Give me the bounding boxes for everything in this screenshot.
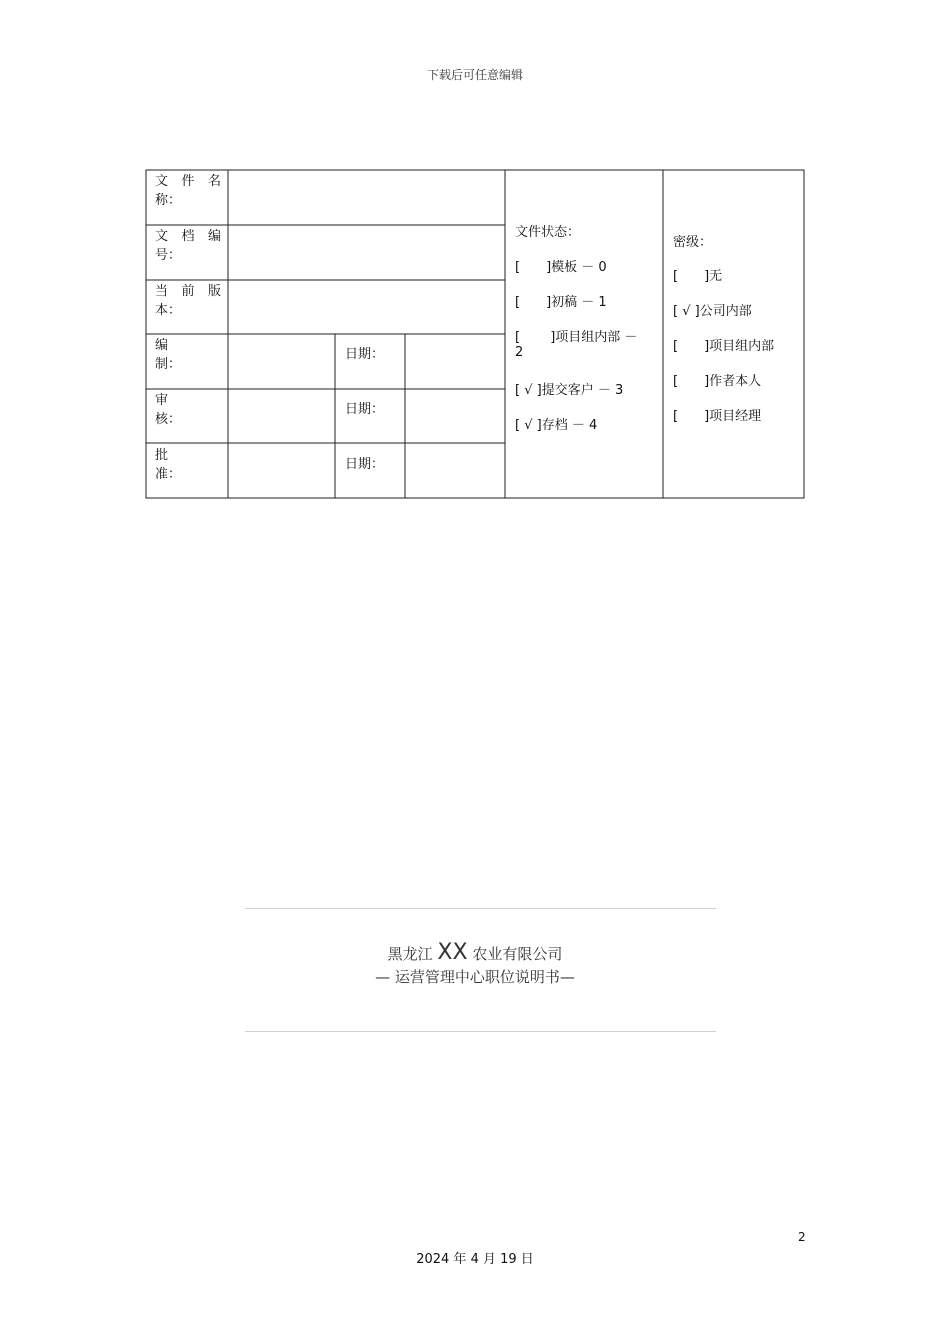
label-line: 准： <box>155 467 182 482</box>
label-line: 编 <box>155 338 169 353</box>
prepared-by-label <box>155 336 181 374</box>
version-value[interactable] <box>229 281 504 333</box>
prepared-by-date-label: 日期： <box>345 347 385 362</box>
document-subtitle: — 运营管理中心职位说明书— <box>375 968 575 986</box>
label-line: 审 <box>155 393 169 408</box>
label-line: 当 前 版 <box>155 284 221 299</box>
footer-top-rule <box>245 908 716 909</box>
status-option-client[interactable]: [ √ ]提交客户 － 3 <box>515 383 624 398</box>
label-line: 批 <box>155 448 169 463</box>
header-note: 下载后可任意编辑 <box>426 68 523 82</box>
status-option-internal[interactable]: [ ]项目组内部 － <box>515 330 638 345</box>
label-line: 号： <box>155 248 182 263</box>
reviewed-by-date-label: 日期： <box>345 402 385 417</box>
secrecy-option-company[interactable]: [ √ ]公司内部 <box>673 304 752 319</box>
secrecy-option-author[interactable]: [ ]作者本人 <box>673 374 762 389</box>
file-name-value[interactable] <box>229 171 504 224</box>
company-suffix: 农业有限公司 <box>472 945 563 963</box>
file-status-title: 文件状态： <box>515 225 581 240</box>
status-option-template[interactable]: [ ]模板 － 0 <box>515 260 607 275</box>
doc-number-value[interactable] <box>229 226 504 279</box>
label-line: 称： <box>155 193 182 208</box>
label-line: 制： <box>155 357 182 372</box>
secrecy-option-none[interactable]: [ ]无 <box>673 269 723 284</box>
secrecy-option-project[interactable]: [ ]项目组内部 <box>673 339 775 354</box>
status-option-archive[interactable]: [ √ ]存档 － 4 <box>515 418 598 433</box>
file-name-label <box>155 172 221 210</box>
company-name <box>0 940 950 965</box>
company-xx: XX <box>437 940 468 965</box>
status-option-draft[interactable]: [ ]初稿 － 1 <box>515 295 607 310</box>
doc-number-label <box>155 227 221 265</box>
label-line: 文 档 编 <box>155 229 221 244</box>
footer-date: 2024 年 4 月 19 日 <box>416 1252 534 1267</box>
label-line: 核： <box>155 412 182 427</box>
approved-by-date-label: 日期： <box>345 457 385 472</box>
label-line: 本： <box>155 303 182 318</box>
version-label <box>155 282 221 320</box>
reviewed-by-label <box>155 391 181 429</box>
footer-bottom-rule <box>245 1031 716 1032</box>
secrecy-option-manager[interactable]: [ ]项目经理 <box>673 409 762 424</box>
page-number: 2 <box>798 1230 806 1244</box>
secrecy-title: 密级： <box>673 235 713 250</box>
label-line: 文 件 名 <box>155 174 221 189</box>
approved-by-label <box>155 446 181 484</box>
company-prefix: 黑龙江 <box>387 945 433 963</box>
status-option-internal-number: 2 <box>515 345 524 360</box>
